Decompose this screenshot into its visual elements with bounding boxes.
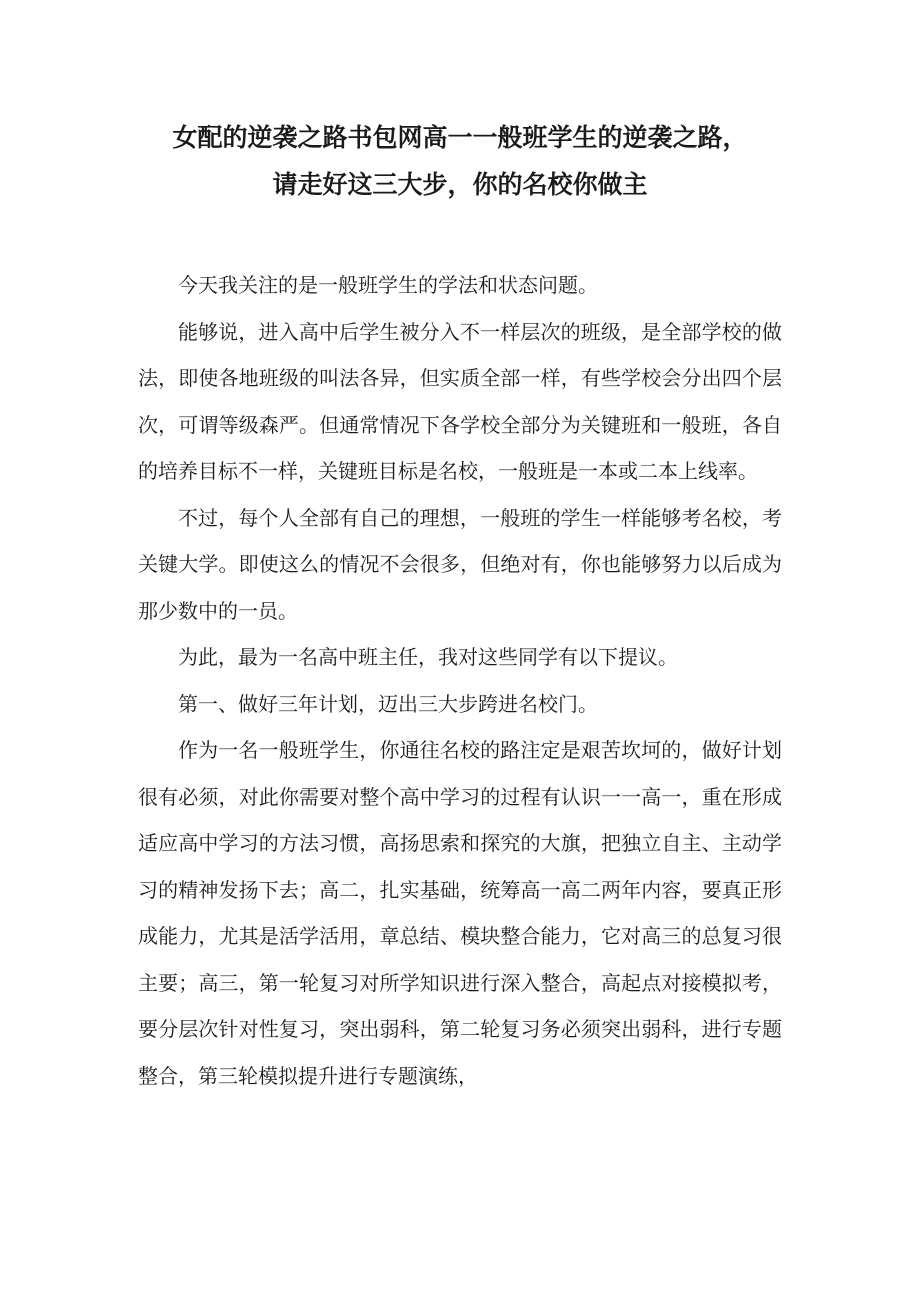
- paragraph-4: 为此，最为一名高中班主任，我对这些同学有以下提议。: [178, 645, 678, 669]
- document-title: [138, 0, 782, 208]
- title-line-2: 请走好这三大步，你的名校你做主: [272, 170, 648, 199]
- paragraph-1: 今天我关注的是一般班学生的学法和状态问题。: [178, 273, 598, 297]
- document-body: [138, 262, 782, 1099]
- paragraph-2: 能够说，进入高中后学生被分入不一样层次的班级，是全部学校的做法，即使各地班级的叫法各异，但实质全部一样，有些学校会分出四个层次，可谓等级森严。但通常情况下各学校全部分为关键班和一般班，各自的培养目标不一样，关键班目标是名校，一般班是一本或二本上线率。: [138, 319, 782, 483]
- paragraph-3: 不过，每个人全部有自己的理想，一般班的学生一样能够考名校，考关键大学。即使这么的情况不会很多，但绝对有，你也能够努力以后成为那少数中的一员。: [138, 505, 782, 623]
- title-line-1: 女配的逆袭之路书包网高一一般班学生的逆袭之路，: [172, 123, 748, 152]
- paragraph-5: 第一、做好三年计划，迈出三大步跨进名校门。: [178, 691, 598, 716]
- paragraph-6: 作为一名一般班学生，你通往名校的路注定是艰苦坎坷的，做好计划很有必须，对此你需要对整个高中学习的过程有认识一一高一，重在形成适应高中学习的方法习惯，高扬思索和探究的大旗，把独立自主、主动学习的精神发扬下去；高二，扎实基础，统筹高一高二两年内容，要真正形成能力，尤其是活学活用，章总结、模块整合能力，它对高三的总复习很主要；高三，第一轮复习对所学知识进行深入整合，高起点对接模拟考，要分层次针对性复习，突出弱科，第二轮复习务必须突出弱科，进行专题整合，第三轮模拟提升进行专题演练，: [138, 738, 782, 1088]
